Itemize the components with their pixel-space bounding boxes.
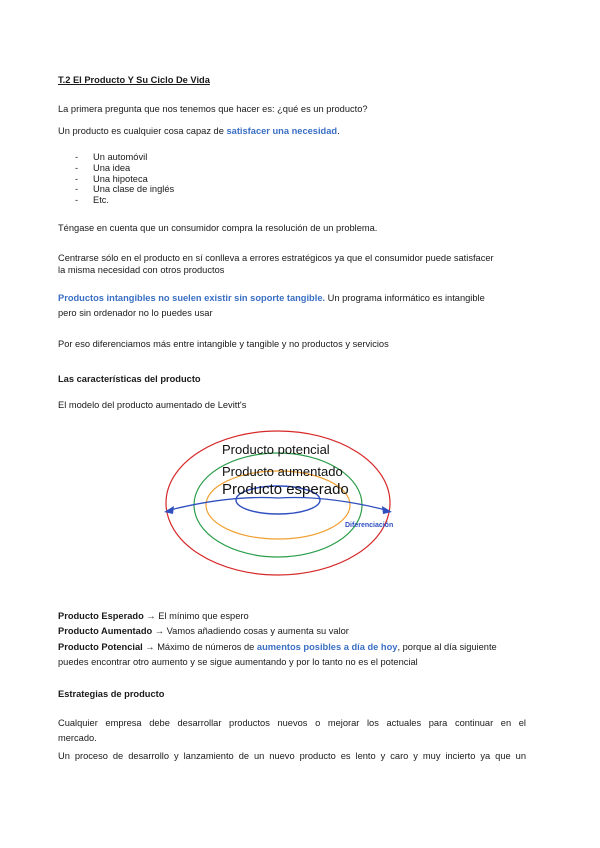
list-item: - Una hipoteca [75, 173, 148, 184]
definition-text: Un producto es cualquier cosa capaz de [58, 126, 227, 136]
page-title: T.2 El Producto Y Su Ciclo De Vida [58, 75, 210, 85]
levitt-diagram [150, 420, 410, 580]
paragraph-consumer: Téngase en cuenta que un consumidor compra la resolución de un problema. [58, 223, 378, 233]
definition-aumentado: Producto Aumentado → Vamos añadiendo cosas y aumenta su valor [58, 626, 349, 636]
paragraph-strategic-line1: Centrarse sólo en el producto en sí conlleva a errores estratégicos ya que el consumidor puede satisfacer [58, 253, 494, 263]
paragraph-companies-line1: Cualquier empresa debe desarrollar productos nuevos o mejorar los actuales para continuar en el [58, 718, 526, 728]
label-diferenciacion: Diferenciación [345, 522, 394, 529]
label-producto-potencial: Producto potencial [222, 442, 330, 457]
paragraph-strategic-line2: la misma necesidad con otros productos [58, 265, 225, 275]
list-item: - Una idea [75, 162, 131, 173]
label-producto-esperado: Producto esperado [222, 481, 349, 498]
label-producto-aumentado: Producto aumentado [222, 464, 343, 479]
paragraph-intangibles [58, 293, 485, 303]
definition-potencial: Producto Potencial → Máximo de números de aumentos posibles a día de hoy, porque al día siguiente [58, 642, 497, 652]
paragraph-differentiate: Por eso diferenciamos más entre intangible y tangible y no productos y servicios [58, 339, 389, 349]
list-item: - Una clase de inglés [75, 184, 175, 195]
example-list [58, 152, 174, 206]
definition-highlight: satisfacer una necesidad [226, 126, 338, 136]
paragraph-process: Un proceso de desarrollo y lanzamiento de un nuevo producto es lento y caro y muy incierto ya que un [58, 751, 526, 761]
paragraph-levitt: El modelo del producto aumentado de Levitt's [58, 400, 247, 410]
heading-characteristics: Las características del producto [58, 374, 201, 384]
intangibles-highlight: Productos intangibles no suelen existir sin soporte tangible. [58, 293, 326, 303]
paragraph-intangibles-line2: pero sin ordenador no lo puedes usar [58, 308, 213, 318]
definition-esperado: Producto Esperado → El mínimo que espero [58, 611, 249, 621]
paragraph-definition [58, 126, 340, 136]
intangibles-text: Un programa informático es intangible [325, 293, 485, 303]
list-item: - Un automóvil [75, 152, 148, 162]
arrow-head-right [382, 506, 392, 514]
heading-strategies: Estrategias de producto [58, 689, 165, 699]
paragraph-question: La primera pregunta que nos tenemos que hacer es: ¿qué es un producto? [58, 104, 368, 114]
arrow-head-left [164, 506, 174, 514]
list-item: - Etc. [75, 195, 110, 206]
definition-potencial-line2: puedes encontrar otro aumento y se sigue aumentando y por lo tanto no es el potencial [58, 657, 418, 667]
differentiation-arrow-line [170, 498, 386, 511]
definition-end: . [337, 126, 340, 136]
paragraph-companies-line2: mercado. [58, 733, 97, 743]
